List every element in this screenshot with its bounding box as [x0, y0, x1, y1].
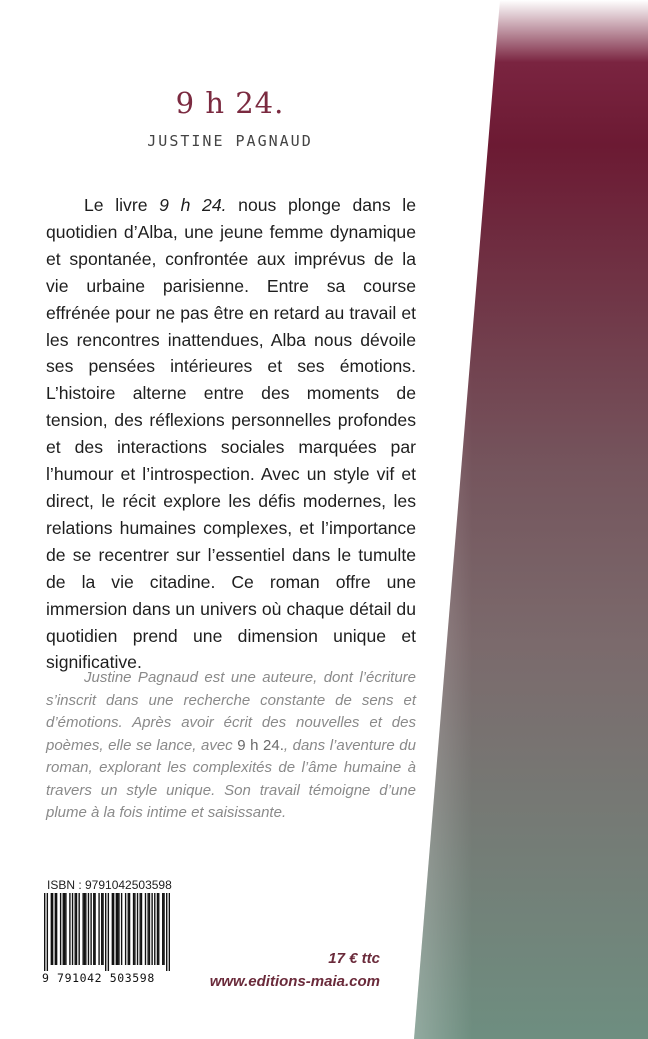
barcode-icon: [44, 893, 170, 971]
synopsis-paragraph: [46, 192, 416, 676]
synopsis-intro: Le livre: [84, 195, 160, 215]
bio-text-2: , dans l’aventure du roman, explorant les complexités de l’âme humaine à travers un style unique. Son travail témoigne d’une plume à la fois intime et saisissante.: [46, 736, 416, 821]
bio-text-1: Justine Pagnaud est une auteure, dont l’écriture s’inscrit dans une recherche constante de sens et d’émotions. Après avoir écrit des nouvelles et des poèmes, elle se lance, avec: [46, 669, 416, 754]
publisher-website: www.editions-maia.com: [209, 973, 380, 990]
price: 17 € ttc: [328, 950, 380, 967]
book-title: 9 h 24.: [175, 86, 285, 120]
author-name: JUSTINE PAGNAUD: [147, 132, 313, 150]
isbn-label: ISBN : 9791042503598: [47, 878, 172, 892]
barcode-digits: 9 791042 503598: [42, 971, 155, 985]
synopsis-body: nous plonge dans le quotidien d’Alba, une jeune femme dynamique et spontanée, confrontée aux imprévus de la vie urbaine parisienne. Entre sa course effrénée pour ne pas être en retard au travail et les rencontres inattendues, Alba nous dévoile ses pensées intérieures et ses émotions. L’histoire alterne entre des moments de tension, des réflexions personnelles profondes et des interactions sociales marquées par l’humour et l’introspection. Avec un style vif et direct, le récit explore les défis modernes, les relations humaines complexes, et l’importance de se recentrer sur l’essentiel dans le tumulte de la vie citadine. Ce roman offre une immersion dans un univers où chaque détail du quotidien prend une dimension unique et significative.: [46, 195, 416, 673]
synopsis-book-title: 9 h 24.: [159, 195, 227, 215]
bio-book-title: 9 h 24.: [237, 736, 284, 754]
author-bio: [46, 667, 416, 825]
